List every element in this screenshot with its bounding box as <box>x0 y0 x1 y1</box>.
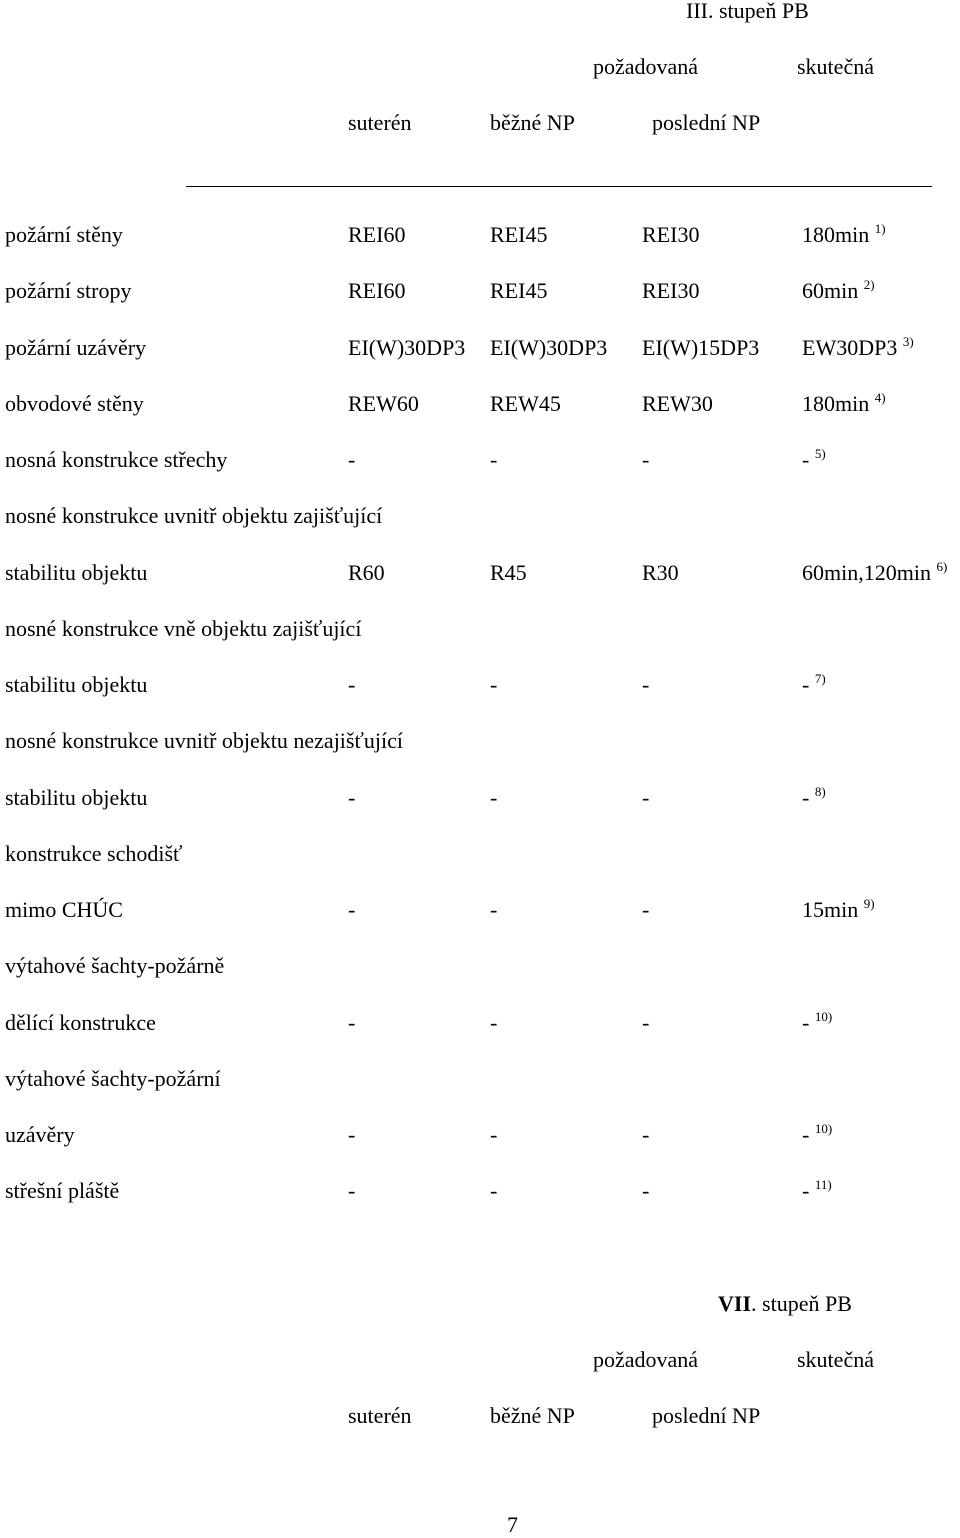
cell-regular-floor: - <box>490 1178 498 1203</box>
cell-basement: - <box>348 1178 356 1203</box>
cell-actual-value: - <box>802 1122 810 1147</box>
cell-regular-floor: - <box>490 897 498 922</box>
cell-basement: REI60 <box>348 278 406 303</box>
footnote-marker: 9) <box>863 896 875 911</box>
page-number: 7 <box>507 1512 518 1537</box>
table-row <box>0 841 960 867</box>
row-label: stabilitu objektu <box>5 672 148 697</box>
cell-actual <box>802 335 914 364</box>
cell-regular-floor: - <box>490 672 498 697</box>
section2-column-header-regular-floor: běžné NP <box>490 1403 575 1428</box>
section2-column-header-required: požadovaná <box>593 1347 699 1372</box>
column-header-last-floor: poslední NP <box>652 110 761 135</box>
table-row <box>0 953 960 979</box>
cell-actual-value: - <box>802 1010 810 1035</box>
footnote-marker: 1) <box>874 221 886 236</box>
cell-last-floor: - <box>642 785 650 810</box>
cell-regular-floor: R45 <box>490 560 527 585</box>
cell-actual-value: - <box>802 1178 810 1203</box>
cell-last-floor: REI30 <box>642 222 700 247</box>
cell-actual <box>802 447 826 476</box>
cell-last-floor: - <box>642 447 650 472</box>
cell-actual <box>802 391 886 420</box>
table-row <box>0 335 960 361</box>
footnote-marker: 8) <box>814 784 826 799</box>
section2-column-header-last-floor: poslední NP <box>652 1403 761 1428</box>
cell-basement: - <box>348 1122 356 1147</box>
row-label: dělící konstrukce <box>5 1010 156 1035</box>
footnote-marker: 5) <box>814 446 826 461</box>
cell-actual-value: 60min <box>802 278 859 303</box>
table-row <box>0 785 960 811</box>
cell-regular-floor: EI(W)30DP3 <box>490 335 608 360</box>
column-header-regular-floor: běžné NP <box>490 110 575 135</box>
row-label: konstrukce schodišť <box>5 841 183 866</box>
row-label: požární uzávěry <box>5 335 147 360</box>
row-label: požární stropy <box>5 278 132 303</box>
table-row <box>0 503 960 529</box>
column-header-basement: suterén <box>348 110 412 135</box>
cell-actual-value: - <box>802 447 810 472</box>
cell-actual-value: 15min <box>802 897 859 922</box>
cell-actual <box>802 1010 832 1039</box>
section2-heading <box>718 1291 852 1317</box>
footnote-marker: 10) <box>814 1121 833 1136</box>
table-row <box>0 447 960 473</box>
cell-actual <box>802 560 947 589</box>
row-label: uzávěry <box>5 1122 75 1147</box>
section2-column-header-basement: suterén <box>348 1403 412 1428</box>
section1-heading: III. stupeň PB <box>686 0 809 23</box>
footnote-marker: 7) <box>814 671 826 686</box>
cell-actual <box>802 672 826 701</box>
cell-regular-floor: REI45 <box>490 222 548 247</box>
table-row <box>0 1178 960 1204</box>
header-divider <box>186 186 932 187</box>
row-label: střešní pláště <box>5 1178 120 1203</box>
footnote-marker: 4) <box>874 390 886 405</box>
cell-last-floor: R30 <box>642 560 679 585</box>
cell-basement: - <box>348 672 356 697</box>
table-row <box>0 672 960 698</box>
cell-actual-value: 60min,120min <box>802 560 931 585</box>
column-header-actual: skutečná <box>797 54 874 79</box>
cell-basement: - <box>348 897 356 922</box>
cell-basement: R60 <box>348 560 385 585</box>
cell-last-floor: - <box>642 1122 650 1147</box>
table-row <box>0 897 960 923</box>
table-row <box>0 222 960 248</box>
cell-basement: REW60 <box>348 391 419 416</box>
footnote-marker: 10) <box>814 1009 833 1024</box>
cell-basement: REI60 <box>348 222 406 247</box>
cell-regular-floor: - <box>490 447 498 472</box>
cell-last-floor: - <box>642 1178 650 1203</box>
table-row <box>0 728 960 754</box>
cell-regular-floor: REW45 <box>490 391 561 416</box>
row-label: nosné konstrukce uvnitř objektu nezajišťující <box>5 728 403 753</box>
table-row <box>0 616 960 642</box>
cell-actual <box>802 1178 832 1207</box>
row-label: stabilitu objektu <box>5 785 148 810</box>
footnote-marker: 3) <box>902 334 914 349</box>
cell-basement: - <box>348 447 356 472</box>
cell-last-floor: REW30 <box>642 391 713 416</box>
cell-basement: - <box>348 785 356 810</box>
row-label: výtahové šachty-požární <box>5 1066 221 1091</box>
row-label: nosná konstrukce střechy <box>5 447 228 472</box>
cell-basement: - <box>348 1010 356 1035</box>
row-label: výtahové šachty-požárně <box>5 953 225 978</box>
cell-regular-floor: - <box>490 1122 498 1147</box>
cell-last-floor: - <box>642 672 650 697</box>
cell-actual <box>802 278 875 307</box>
footnote-marker: 11) <box>814 1177 832 1192</box>
cell-actual <box>802 785 826 814</box>
footnote-marker: 2) <box>863 277 875 292</box>
cell-regular-floor: REI45 <box>490 278 548 303</box>
row-label: stabilitu objektu <box>5 560 148 585</box>
cell-actual-value: - <box>802 785 810 810</box>
cell-actual-value: - <box>802 672 810 697</box>
row-label: obvodové stěny <box>5 391 144 416</box>
table-row <box>0 1010 960 1036</box>
table-row <box>0 278 960 304</box>
cell-last-floor: - <box>642 1010 650 1035</box>
table-row <box>0 391 960 417</box>
table-row <box>0 1122 960 1148</box>
cell-actual <box>802 222 886 251</box>
cell-last-floor: REI30 <box>642 278 700 303</box>
cell-regular-floor: - <box>490 785 498 810</box>
table-row <box>0 1066 960 1092</box>
cell-actual-value: 180min <box>802 222 870 247</box>
section2-heading-text: . stupeň PB <box>751 1291 852 1316</box>
row-label: mimo CHÚC <box>5 897 123 922</box>
cell-basement: EI(W)30DP3 <box>348 335 466 360</box>
cell-last-floor: - <box>642 897 650 922</box>
row-label: nosné konstrukce uvnitř objektu zajišťující <box>5 503 383 528</box>
table-row <box>0 560 960 586</box>
column-header-required: požadovaná <box>593 54 699 79</box>
footnote-marker: 6) <box>936 559 948 574</box>
cell-actual-value: EW30DP3 <box>802 335 898 360</box>
row-label: požární stěny <box>5 222 123 247</box>
section2-column-header-actual: skutečná <box>797 1347 874 1372</box>
section2-heading-number: VII <box>718 1291 752 1316</box>
row-label: nosné konstrukce vně objektu zajišťující <box>5 616 362 641</box>
cell-actual <box>802 1122 832 1151</box>
cell-regular-floor: - <box>490 1010 498 1035</box>
cell-actual-value: 180min <box>802 391 870 416</box>
cell-actual <box>802 897 875 926</box>
cell-last-floor: EI(W)15DP3 <box>642 335 760 360</box>
